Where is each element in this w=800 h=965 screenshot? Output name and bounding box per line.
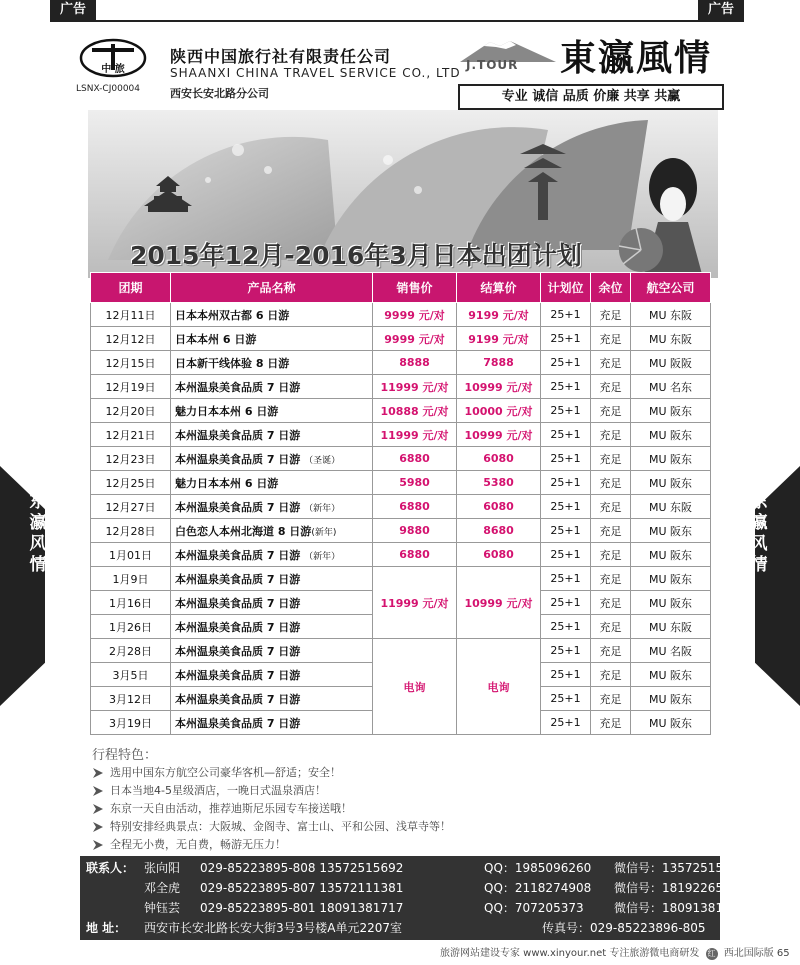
row-settle-price: 10999 元/对 (457, 375, 541, 399)
table-row (91, 471, 711, 495)
row-sale-price: 5980 (373, 471, 457, 495)
features-title: 行程特色： (92, 748, 158, 763)
row-date: 12月27日 (91, 495, 171, 519)
features-list (92, 764, 451, 854)
header-airline: 航空公司 (631, 273, 711, 303)
row-product: 日本本州双古都 6 日游 (171, 303, 373, 327)
row-settle-price: 10000 元/对 (457, 399, 541, 423)
row-product: 白色恋人本州北海道 8 日游(新年) (171, 519, 373, 543)
schedule-table (90, 272, 711, 735)
contact-label: 联系人： (86, 861, 135, 875)
feature-item: 日本当地4-5星级酒店，一晚日式温泉酒店！ (92, 782, 451, 800)
row-sale-price: 8888 (373, 351, 457, 375)
feature-item: 全程无小费，无自费，畅游无压力！ (92, 836, 451, 854)
row-airline: MU 名阪 (631, 639, 711, 663)
contact-wechat: 微信号：18091381717 (614, 901, 746, 915)
row-product: 本州温泉美食品质 7 日游 （圣诞） (171, 447, 373, 471)
feature-item: 东京一天自由活动，推荐迪斯尼乐园专车接送哦！ (92, 800, 451, 818)
row-settle-price: 6080 (457, 543, 541, 567)
row-remaining: 充足 (591, 447, 631, 471)
company-name-cn: 陕西中国旅行社有限责任公司 (170, 47, 392, 66)
row-date: 1月01日 (91, 543, 171, 567)
address-label: 地 址： (86, 921, 127, 935)
row-remaining: 充足 (591, 567, 631, 591)
row-date: 12月19日 (91, 375, 171, 399)
row-seats: 25+1 (541, 519, 591, 543)
row-product: 魅力日本本州 6 日游 (171, 399, 373, 423)
row-sale-price: 10888 元/对 (373, 399, 457, 423)
contact-qq: QQ：2118274908 (484, 881, 592, 895)
row-product: 本州温泉美食品质 7 日游 (171, 567, 373, 591)
row-seats: 25+1 (541, 567, 591, 591)
row-remaining: 充足 (591, 543, 631, 567)
contact-name: 邓全虎 (144, 881, 181, 895)
row-remaining: 充足 (591, 591, 631, 615)
table-row (91, 639, 711, 663)
row-airline: MU 阪东 (631, 711, 711, 735)
row-remaining: 充足 (591, 375, 631, 399)
row-product: 本州温泉美食品质 7 日游 (171, 663, 373, 687)
header-sale-price: 销售价 (373, 273, 457, 303)
footer-edition: 西北国际版 (723, 948, 774, 959)
row-sale-price: 11999 元/对 (373, 375, 457, 399)
contact-panel (80, 856, 746, 940)
row-seats: 25+1 (541, 303, 591, 327)
row-settle-price: 10999 元/对 (457, 423, 541, 447)
row-product: 魅力日本本州 6 日游 (171, 471, 373, 495)
row-airline: MU 阪东 (631, 687, 711, 711)
row-seats: 25+1 (541, 423, 591, 447)
row-remaining: 充足 (591, 615, 631, 639)
contact-qq: QQ：1985096260 (484, 861, 592, 875)
contact-phone: 029-85223895-801 18091381717 (200, 901, 404, 915)
row-date: 12月28日 (91, 519, 171, 543)
row-note: （新年） (304, 551, 341, 562)
side-label-right: 东瀛风情 (750, 492, 768, 575)
row-settle-price-group: 10999 元/对 (457, 567, 541, 639)
row-note: （圣诞） (304, 455, 341, 466)
company-branch: 西安长安北路分公司 (170, 87, 269, 100)
row-airline: MU 东阪 (631, 303, 711, 327)
arrow-bullet-icon (92, 767, 104, 779)
header-product: 产品名称 (171, 273, 373, 303)
row-airline: MU 阪东 (631, 591, 711, 615)
row-sale-price: 6880 (373, 543, 457, 567)
table-row (91, 447, 711, 471)
row-date: 3月12日 (91, 687, 171, 711)
row-seats: 25+1 (541, 687, 591, 711)
row-remaining: 充足 (591, 423, 631, 447)
row-seats: 25+1 (541, 471, 591, 495)
row-settle-price-group: 电询 (457, 639, 541, 735)
row-product: 本州温泉美食品质 7 日游 (171, 711, 373, 735)
row-settle-price: 6080 (457, 495, 541, 519)
table-row (91, 303, 711, 327)
brand-name: 東瀛風情 (560, 37, 713, 79)
row-date: 12月11日 (91, 303, 171, 327)
row-product: 日本新干线体验 8 日游 (171, 351, 373, 375)
table-row (91, 495, 711, 519)
row-sale-price-group: 电询 (373, 639, 457, 735)
table-row (91, 351, 711, 375)
row-seats: 25+1 (541, 543, 591, 567)
row-date: 3月19日 (91, 711, 171, 735)
row-date: 1月9日 (91, 567, 171, 591)
row-seats: 25+1 (541, 399, 591, 423)
contact-qq: QQ：707205373 (484, 901, 584, 915)
header-remaining: 余位 (591, 273, 631, 303)
table-row (91, 567, 711, 591)
ad-label-right: 广告 (698, 0, 744, 20)
address-row (80, 918, 706, 938)
row-remaining: 充足 (591, 639, 631, 663)
row-product: 日本本州 6 日游 (171, 327, 373, 351)
ad-label-left: 广告 (50, 0, 96, 20)
table-row (91, 327, 711, 351)
contact-row (80, 878, 746, 898)
row-airline: MU 阪东 (631, 663, 711, 687)
row-remaining: 充足 (591, 303, 631, 327)
row-settle-price: 8680 (457, 519, 541, 543)
row-date: 12月21日 (91, 423, 171, 447)
table-row (91, 543, 711, 567)
row-date: 12月15日 (91, 351, 171, 375)
table-row (91, 399, 711, 423)
footer-text: 旅游网站建设专家 www.xinyour.net 专注旅游微电商研发 (440, 948, 700, 959)
arrow-bullet-icon (92, 839, 104, 851)
row-airline: MU 阪东 (631, 447, 711, 471)
row-airline: MU 阪东 (631, 543, 711, 567)
row-product: 本州温泉美食品质 7 日游 (171, 615, 373, 639)
row-product: 本州温泉美食品质 7 日游 (171, 423, 373, 447)
row-settle-price: 6080 (457, 447, 541, 471)
row-seats: 25+1 (541, 639, 591, 663)
row-date: 12月25日 (91, 471, 171, 495)
cts-logo-icon (78, 36, 148, 86)
row-remaining: 充足 (591, 495, 631, 519)
row-seats: 25+1 (541, 447, 591, 471)
contact-wechat: 微信号：13572515692 (614, 861, 746, 875)
row-settle-price: 7888 (457, 351, 541, 375)
row-remaining: 充足 (591, 687, 631, 711)
brand-logo-text: J.TOUR (466, 58, 519, 72)
row-product: 本州温泉美食品质 7 日游 (171, 591, 373, 615)
table-row (91, 375, 711, 399)
header-seats: 计划位 (541, 273, 591, 303)
row-date: 3月5日 (91, 663, 171, 687)
license-number: LSNX-CJ00004 (76, 84, 140, 94)
row-date: 12月23日 (91, 447, 171, 471)
row-airline: MU 东阪 (631, 615, 711, 639)
row-sale-price: 9880 (373, 519, 457, 543)
row-airline: MU 东阪 (631, 327, 711, 351)
row-seats: 25+1 (541, 375, 591, 399)
side-label-left: 东瀛风情 (29, 492, 47, 575)
row-seats: 25+1 (541, 591, 591, 615)
row-product: 本州温泉美食品质 7 日游 (171, 687, 373, 711)
row-date: 12月12日 (91, 327, 171, 351)
page-number: 65 (776, 948, 790, 959)
row-settle-price: 5380 (457, 471, 541, 495)
row-seats: 25+1 (541, 615, 591, 639)
contact-name: 张向阳 (144, 861, 181, 875)
contact-name: 钟钰芸 (144, 901, 181, 915)
page-title: 2015年12月-2016年3月日本出团计划 (130, 241, 582, 270)
row-airline: MU 阪东 (631, 423, 711, 447)
row-note: （新年） (304, 503, 341, 514)
row-note: (新年) (311, 527, 337, 538)
row-sale-price: 9999 元/对 (373, 303, 457, 327)
contact-phone: 029-85223895-808 13572515692 (200, 861, 404, 875)
row-seats: 25+1 (541, 327, 591, 351)
logo-badge-text: 中 旅 (101, 64, 125, 75)
row-sale-price-group: 11999 元/对 (373, 567, 457, 639)
row-sale-price: 9999 元/对 (373, 327, 457, 351)
row-date: 2月28日 (91, 639, 171, 663)
row-remaining: 充足 (591, 663, 631, 687)
row-remaining: 充足 (591, 327, 631, 351)
row-sale-price: 6880 (373, 495, 457, 519)
row-airline: MU 阪东 (631, 399, 711, 423)
row-seats: 25+1 (541, 351, 591, 375)
table-row (91, 423, 711, 447)
fax-number: 传真号：029-85223896-805 (542, 921, 706, 935)
row-airline: MU 东阪 (631, 495, 711, 519)
contact-wechat: 微信号：18192265244 (614, 881, 746, 895)
address-text: 西安市长安北路长安大街3号3号楼A单元2207室 (144, 921, 403, 935)
arrow-bullet-icon (92, 785, 104, 797)
row-date: 1月26日 (91, 615, 171, 639)
table-row (91, 519, 711, 543)
feature-item: 特别安排经典景点：大阪城、金阁寺、富士山、平和公园、浅草寺等！ (92, 818, 451, 836)
row-remaining: 充足 (591, 519, 631, 543)
row-settle-price: 9199 元/对 (457, 303, 541, 327)
arrow-bullet-icon (92, 821, 104, 833)
row-product: 本州温泉美食品质 7 日游 (171, 639, 373, 663)
row-airline: MU 阪东 (631, 471, 711, 495)
contact-row (80, 898, 746, 918)
row-seats: 25+1 (541, 495, 591, 519)
row-date: 12月20日 (91, 399, 171, 423)
row-sale-price: 6880 (373, 447, 457, 471)
table-header-row (91, 273, 711, 303)
row-remaining: 充足 (591, 399, 631, 423)
footer-badge-icon: 红 (707, 949, 716, 958)
row-seats: 25+1 (541, 711, 591, 735)
contact-row (80, 858, 746, 878)
row-date: 1月16日 (91, 591, 171, 615)
row-airline: MU 阪阪 (631, 351, 711, 375)
row-product: 本州温泉美食品质 7 日游 （新年） (171, 495, 373, 519)
row-sale-price: 11999 元/对 (373, 423, 457, 447)
row-remaining: 充足 (591, 711, 631, 735)
row-airline: MU 阪东 (631, 519, 711, 543)
feature-item: 选用中国东方航空公司豪华客机—舒适；安全！ (92, 764, 451, 782)
company-name-en: SHAANXI CHINA TRAVEL SERVICE CO., LTD (170, 66, 461, 80)
header-settle-price: 结算价 (457, 273, 541, 303)
header-date: 团期 (91, 273, 171, 303)
row-product: 本州温泉美食品质 7 日游 (171, 375, 373, 399)
row-product: 本州温泉美食品质 7 日游 （新年） (171, 543, 373, 567)
page-footer (440, 944, 790, 960)
contact-phone: 029-85223895-807 13572111381 (200, 881, 404, 895)
row-remaining: 充足 (591, 471, 631, 495)
top-divider (50, 20, 744, 22)
row-airline: MU 阪东 (631, 567, 711, 591)
row-airline: MU 名东 (631, 375, 711, 399)
brand-slogan: 专业 诚信 品质 价廉 共享 共赢 (458, 84, 724, 110)
arrow-bullet-icon (92, 803, 104, 815)
row-remaining: 充足 (591, 351, 631, 375)
row-seats: 25+1 (541, 663, 591, 687)
row-settle-price: 9199 元/对 (457, 327, 541, 351)
